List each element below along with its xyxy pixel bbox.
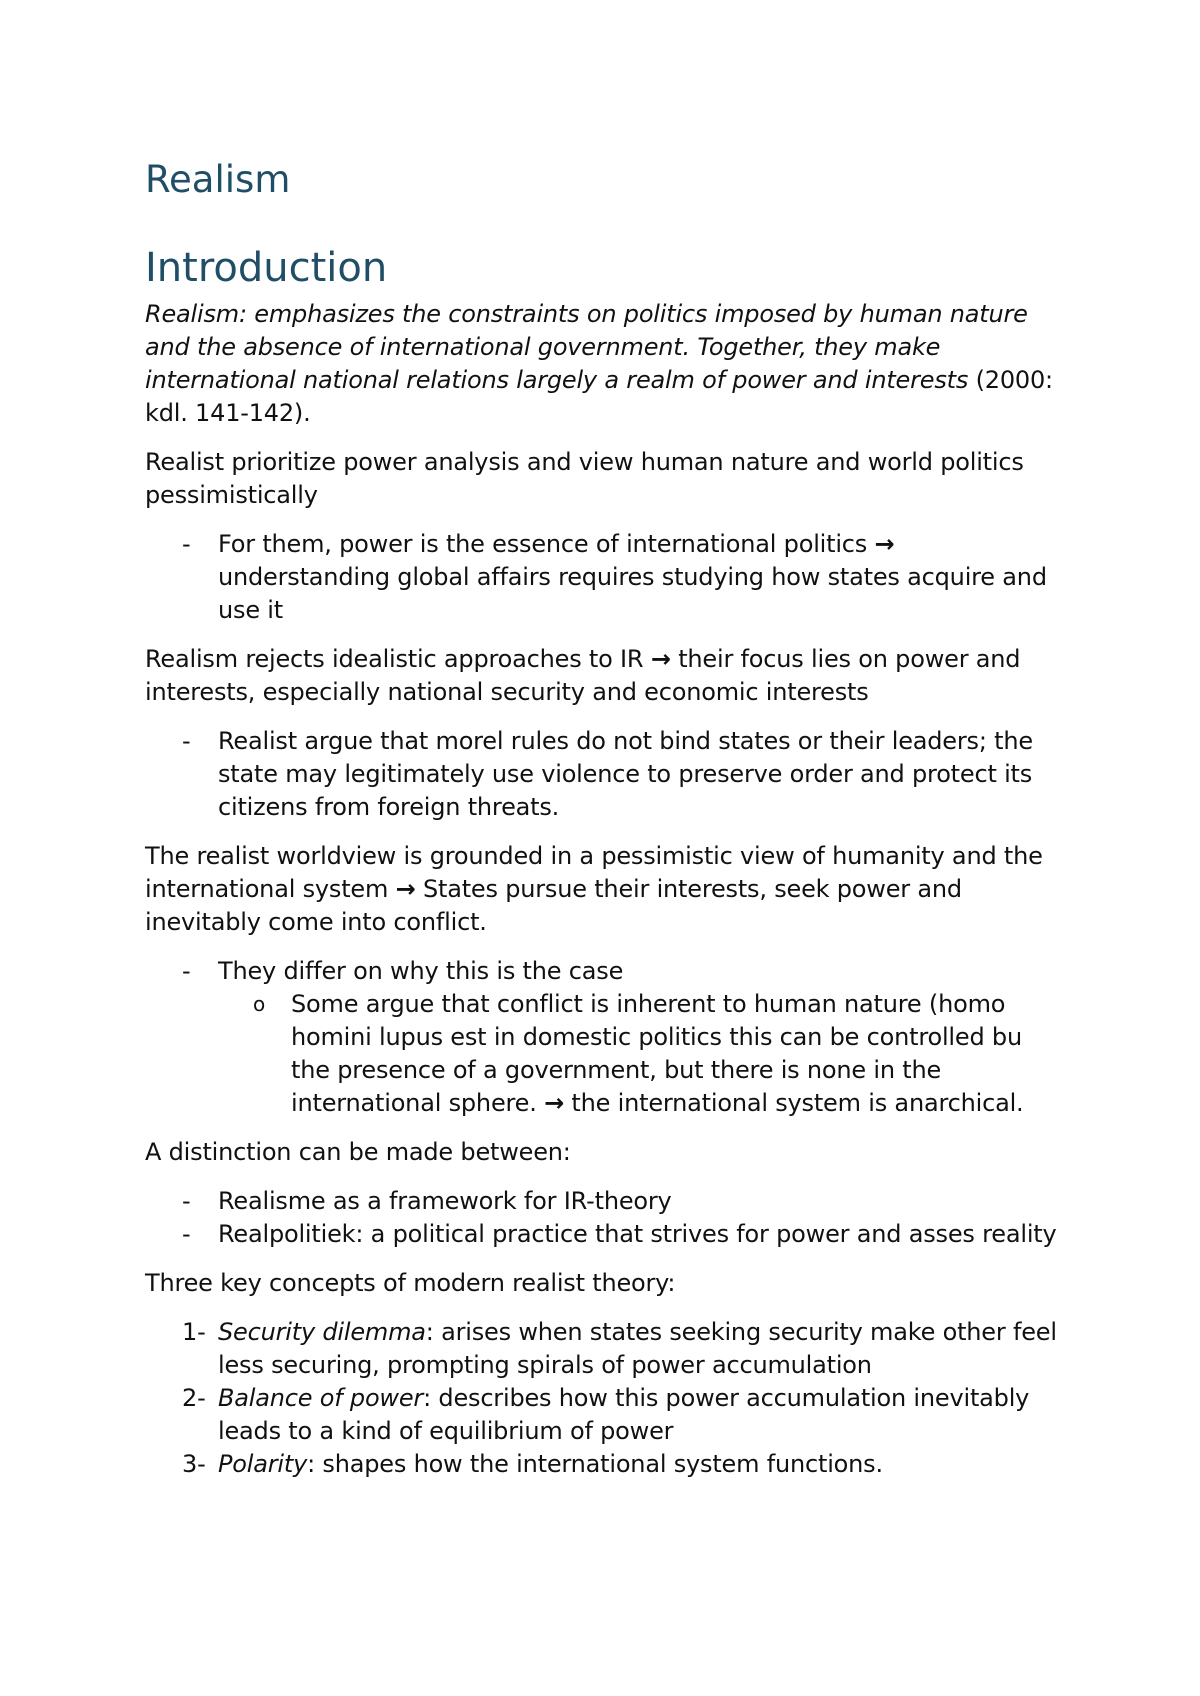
list-item — [145, 1382, 1065, 1448]
concept-term: Security dilemma — [218, 1318, 426, 1346]
arrow-right-icon: → — [874, 530, 895, 558]
list-item-text: Realisme as a framework for IR-theory — [218, 1187, 672, 1215]
paragraph-idealism — [145, 643, 1065, 709]
concept-description: : describes how this power accumulation inevitably leads to a kind of equilibrium of power — [218, 1384, 1030, 1445]
sub-list-item-text: the international system is anarchical. — [564, 1089, 1024, 1117]
bullet-list-morals — [145, 725, 1065, 824]
arrow-right-icon: → — [544, 1089, 564, 1117]
list-item-text: They differ on why this is the case — [218, 957, 624, 985]
arrow-right-icon: → — [395, 875, 416, 903]
list-item-text: understanding global affairs requires studying how states acquire and use it — [218, 563, 1047, 624]
paragraph-distinction: A distinction can be made between: — [145, 1138, 571, 1166]
list-item-text: For them, power is the essence of international politics — [218, 530, 875, 558]
list-item — [145, 1218, 1065, 1251]
list-item — [145, 1316, 1065, 1382]
list-item — [145, 955, 1065, 1120]
list-item-text: Realpolitiek: a political practice that strives for power and asses reality — [218, 1220, 1057, 1248]
dash-marker: - — [182, 957, 191, 985]
dash-marker: - — [182, 727, 191, 755]
paragraph-text: The realist worldview is grounded in a pessimistic view of humanity and the international system — [145, 842, 1043, 903]
paragraph-text: Realism rejects idealistic approaches to IR — [145, 645, 651, 673]
section-heading-introduction: Introduction — [145, 245, 388, 291]
list-item — [145, 1185, 1065, 1218]
list-item-text: Realist argue that morel rules do not bind states or their leaders; the state may legitimately use violence to preserve order and protect its citizens from foreign threats. — [218, 727, 1033, 821]
concept-term: Balance of power — [218, 1384, 424, 1412]
list-item — [145, 725, 1065, 824]
circle-bullet-icon: o — [253, 992, 266, 1016]
intro-term: Realism — [145, 300, 239, 328]
concept-description: : shapes how the international system functions. — [307, 1450, 883, 1478]
paragraph-key-concepts: Three key concepts of modern realist theory: — [145, 1269, 676, 1297]
sub-list-item-text: Some argue that conflict is inherent to human nature (homo homini lupus est in domestic politics this can be controlled bu the presence of a government, but there is none in the international sphere. — [291, 990, 1022, 1117]
bullet-list-conflict — [145, 955, 1065, 1120]
dash-marker: - — [182, 530, 191, 558]
intro-definition: : emphasizes the constraints on politics imposed by human nature and the absence of international government. Together, they make international national relations largely a realm of power and interests — [145, 300, 1028, 394]
document-title: Realism — [145, 158, 291, 201]
paragraph-text: their focus lies on power and interests, especially national security and economic interests — [145, 645, 1021, 706]
list-item — [145, 1448, 1065, 1481]
concept-description: : arises when states seeking security make other feel less securing, prompting spirals of power accumulation — [218, 1318, 1057, 1379]
bullet-list-distinction — [145, 1185, 1065, 1251]
paragraph-text: States pursue their interests, seek power and inevitably come into conflict. — [145, 875, 962, 936]
number-marker: 2- — [182, 1384, 206, 1412]
paragraph-power-analysis: Realist prioritize power analysis and view human nature and world politics pessimistically — [145, 448, 1024, 509]
intro-citation: (2000: kdl. 141-142). — [145, 366, 1053, 427]
numbered-list-concepts — [145, 1316, 1065, 1481]
number-marker: 1- — [182, 1318, 206, 1346]
paragraph-worldview — [145, 840, 1065, 939]
number-marker: 3- — [182, 1450, 206, 1478]
dash-marker: - — [182, 1187, 191, 1215]
dash-marker: - — [182, 1220, 191, 1248]
bullet-list-power — [145, 528, 1065, 627]
arrow-right-icon: → — [650, 645, 671, 673]
concept-term: Polarity — [218, 1450, 308, 1478]
sub-list-item — [218, 988, 1065, 1120]
intro-paragraph — [145, 298, 1065, 430]
document-page — [145, 150, 1065, 1497]
sub-bullet-list — [218, 988, 1065, 1120]
list-item — [145, 528, 1065, 627]
